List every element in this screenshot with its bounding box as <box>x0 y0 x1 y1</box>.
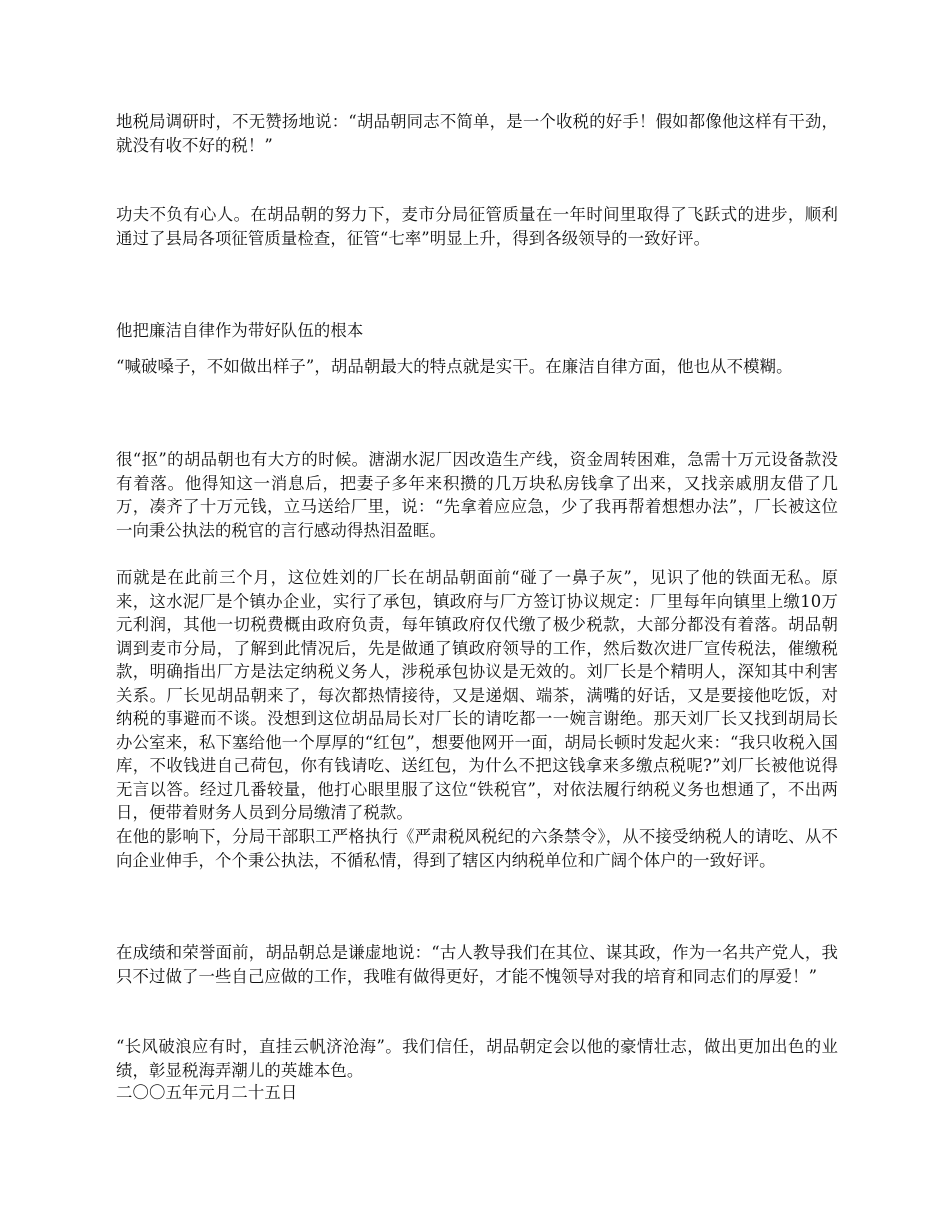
paragraph-influence: 在他的影响下，分局干部职工严格执行《严肃税风税纪的六条禁令》，从不接受纳税人的请吃、从不向企业伸手，个个秉公执法，不循私情，得到了辖区内纳税单位和广阔个体户的一致好评。 <box>116 827 838 870</box>
paragraph-achievement: 功夫不负有心人。在胡品朝的努力下，麦市分局征管质量在一年时间里取得了飞跃式的进步，顺利通过了县局各项征管质量检查，征管“七率”明显上升，得到各级领导的一致好评。 <box>116 205 838 248</box>
section-heading: 他把廉洁自律作为带好队伍的根本 <box>116 321 364 340</box>
paragraph-generosity: 很“抠”的胡品朝也有大方的时候。溏湖水泥厂因改造生产线，资金周转困难，急需十万元设备款没有着落。他得知这一消息后，把妻子多年来积攒的几万块私房钱拿了出来，又找亲戚朋友借了几万，凑齐了十万元钱，立马送给厂里，说：“先拿着应应急，少了我再帮着想想办法”，厂长被这位一向秉公执法的税官的言行感动得热泪盈眶。 <box>116 450 838 540</box>
paragraph-factory-story: 而就是在此前三个月，这位姓刘的厂长在胡品朝面前“碰了一鼻子灰”，见识了他的铁面无私。原来，这水泥厂是个镇办企业，实行了承包，镇政府与厂方签订协议规定：厂里每年向镇里上缴10万元利润，其他一切税费概由政府负责，每年镇政府仅代缴了极少税款，大部分都没有着落。胡品朝调到麦市分局，了解到此情况后，先是做通了镇政府领导的工作，然后数次进厂宣传税法，催缴税款，明确指出厂方是法定纳税义务人，涉税承包协议是无效的。刘厂长是个精明人，深知其中利害关系。厂长见胡品朝来了，每次都热情接待，又是递烟、端茶，满嘴的好话，又是要接他吃饭，对纳税的事避而不谈。没想到这位胡品局长对厂长的请吃都一一婉言谢绝。那天刘厂长又找到胡局长办公室来，私下塞给他一个厚厚的“红包”，想要他网开一面，胡局长顿时发起火来：“我只收税入国库，不收钱进自己荷包，你有钱请吃、送红包，为什么不把这钱拿来多缴点税呢?”刘厂长被他说得无言以答。经过几番较量，他打心眼里服了这位“铁税官”，对依法履行纳税义务也想通了，不出两日，便带着财务人员到分局缴清了税款。 <box>116 568 838 822</box>
paragraph-modesty: 在成绩和荣誉面前，胡品朝总是谦虚地说：“古人教导我们在其位、谋其政，作为一名共产党人，我只不过做了一些自己应做的工作，我唯有做得更好，才能不愧领导对我的培育和同志们的厚爱！” <box>116 943 838 986</box>
document-date: 二〇〇五年元月二十五日 <box>116 1083 298 1102</box>
paragraph-closing: “长风破浪应有时，直挂云帆济沧海”。我们信任，胡品朝定会以他的豪情壮志，做出更加出色的业绩，彰显税海弄潮儿的英雄本色。 <box>116 1037 838 1080</box>
paragraph-integrity: “喊破嗓子，不如做出样子”，胡品朝最大的特点就是实干。在廉洁自律方面，他也从不模糊。 <box>116 357 793 376</box>
paragraph-praise-quote: 地税局调研时，不无赞扬地说：“胡品朝同志不简单，是一个收税的好手！假如都像他这样有干劲，就没有收不好的税！” <box>116 112 838 155</box>
